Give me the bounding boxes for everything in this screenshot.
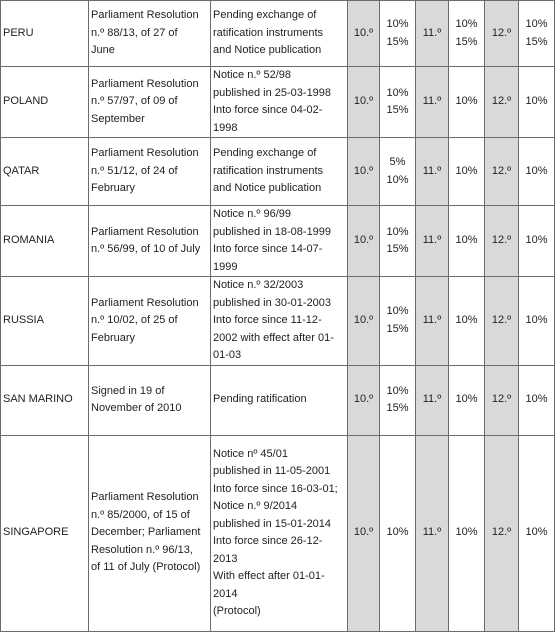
instrument-line: n.º 56/99, of 10 of July [91,243,201,255]
status-line: Pending exchange of [213,9,317,22]
article-12-cell: 12.º [485,365,519,435]
rate-10-cell [380,435,416,631]
rate-line: 10% [386,18,409,30]
status-line: Notice nº 45/01 [213,447,288,460]
table-body [1,1,555,632]
instrument-cell [89,138,211,206]
article-12-cell: 12.º [485,138,519,206]
article-10-cell: 10.º [348,1,380,67]
instrument-cell [89,277,211,366]
status-cell [211,1,348,67]
rate-line: 10% [455,95,478,108]
article-10-cell: 10.º [348,67,380,138]
status-line: Notice n.º 96/99 [213,208,292,220]
instrument-line: n.º 10/02, of 25 of [91,314,178,326]
article-11-cell: 11.º [416,206,449,277]
status-line: Pending ratification [213,393,307,406]
status-line: Into force since 26-12- [213,535,323,547]
rate-12-cell [519,67,555,138]
rate-10-cell [380,365,416,435]
status-line: Pending exchange of [213,147,317,160]
rate-10-cell [380,277,416,366]
rate-12-cell [519,1,555,67]
rate-line: 15% [386,322,409,335]
rate-11-cell [449,1,485,67]
instrument-cell [89,67,211,138]
status-line: published in 11-05-2001 [213,465,331,477]
article-11-cell: 11.º [416,1,449,67]
status-line: With effect after 01-01- [213,570,325,582]
article-11-cell: 11.º [416,365,449,435]
article-10-cell: 10.º [348,277,380,366]
rate-10-cell [380,1,416,67]
country-cell: SAN MARINO [1,365,89,435]
table-row [1,67,555,138]
rate-11-cell [449,206,485,277]
rate-line: 5% [389,156,406,168]
status-line: ratification instruments [213,26,324,39]
rate-12-cell [519,206,555,277]
country-cell: PERU [1,1,89,67]
instrument-line: February [91,331,136,344]
instrument-line: n.º 88/13, of 27 of [91,26,178,39]
status-line: 2002 with effect after 01- [213,331,334,344]
status-line: and Notice publication [213,44,322,57]
instrument-line: n.º 51/12, of 24 of [91,164,178,177]
status-line: Notice n.º 52/98 [213,69,292,81]
rate-12-cell [519,435,555,631]
instrument-cell [89,1,211,67]
status-line: Into force since 16-03-01; [213,482,338,495]
article-12-cell: 12.º [485,277,519,366]
status-line: published in 18-08-1999 [213,225,332,238]
rate-line: 15% [455,35,478,48]
table-row [1,138,555,206]
rate-11-cell [449,277,485,366]
country-cell: POLAND [1,67,89,138]
article-12-cell: 12.º [485,67,519,138]
instrument-cell [89,435,211,631]
instrument-line: of 11 of July (Protocol) [91,561,201,574]
article-12-cell: 12.º [485,1,519,67]
article-11-cell: 11.º [416,435,449,631]
rate-line: 10% [525,164,548,177]
rate-12-cell [519,365,555,435]
instrument-line: Parliament Resolution [91,225,199,238]
country-cell: RUSSIA [1,277,89,366]
instrument-line: Parliament Resolution [91,77,199,90]
rate-line: 10% [455,18,478,30]
status-line: published in 15-01-2014 [213,517,332,530]
rate-line: 10% [525,18,548,30]
article-10-cell: 10.º [348,138,380,206]
status-line: ratification instruments [213,164,324,177]
status-line: Into force since 11-12- [213,314,322,326]
status-cell [211,67,348,138]
rate-line: 15% [386,243,409,255]
rate-line: 10% [386,526,409,539]
rate-line: 10% [525,526,548,539]
article-12-cell: 12.º [485,206,519,277]
rate-line: 10% [386,305,409,318]
rate-line: 10% [386,86,409,99]
rate-line: 10% [525,314,548,326]
rate-line: 10% [525,95,548,108]
status-line: Into force since 14-07- [213,243,323,255]
rate-line: 15% [386,104,409,116]
rate-line: 10% [455,526,478,539]
status-line: Notice n.º 32/2003 [213,279,304,291]
instrument-line: Parliament Resolution [91,491,199,504]
rate-10-cell [380,67,416,138]
status-line: published in 30-01-2003 [213,296,332,309]
table-row [1,365,555,435]
instrument-line: September [91,112,145,125]
article-11-cell: 11.º [416,67,449,138]
status-line: 1998 [213,121,238,134]
instrument-line: June [91,44,115,57]
rate-12-cell [519,138,555,206]
table-row [1,206,555,277]
status-cell [211,206,348,277]
status-line: 2014 [213,587,238,600]
status-line: 01-03 [213,349,242,361]
rate-11-cell [449,67,485,138]
status-line: Into force since 04-02- [213,104,323,116]
article-10-cell: 10.º [348,206,380,277]
instrument-line: Parliament Resolution [91,147,199,160]
status-line: (Protocol) [213,605,261,617]
article-11-cell: 11.º [416,138,449,206]
country-cell: QATAR [1,138,89,206]
instrument-cell [89,365,211,435]
rate-line: 10% [525,393,548,406]
rate-12-cell [519,277,555,366]
instrument-line: Parliament Resolution [91,296,199,309]
rate-line: 15% [386,35,409,48]
status-cell [211,138,348,206]
instrument-line: Parliament Resolution [91,9,199,22]
country-cell: SINGAPORE [1,435,89,631]
rate-10-cell [380,138,416,206]
article-10-cell: 10.º [348,435,380,631]
rate-line: 10% [455,393,478,406]
instrument-line: December; Parliament [91,526,201,539]
instrument-line: Resolution n.º 96/13, [91,543,193,556]
table-row [1,1,555,67]
rate-10-cell [380,206,416,277]
instrument-cell [89,206,211,277]
rate-11-cell [449,138,485,206]
rate-11-cell [449,435,485,631]
status-line: 1999 [213,260,238,273]
instrument-line: November of 2010 [91,402,182,414]
status-line: 2013 [213,552,238,565]
rate-line: 10% [455,314,478,326]
status-cell [211,435,348,631]
country-cell: ROMANIA [1,206,89,277]
status-line: Notice n.º 9/2014 [213,500,298,512]
rate-line: 10% [525,234,548,247]
article-11-cell: 11.º [416,277,449,366]
rate-11-cell [449,365,485,435]
instrument-line: n.º 85/2000, of 15 of [91,508,190,521]
status-line: and Notice publication [213,182,322,195]
rate-line: 10% [455,164,478,177]
rate-line: 10% [386,225,409,238]
rate-line: 10% [386,384,409,397]
rate-line: 10% [386,173,409,186]
status-cell [211,277,348,366]
article-10-cell: 10.º [348,365,380,435]
status-cell [211,365,348,435]
rate-line: 15% [386,402,409,414]
instrument-line: February [91,182,136,195]
table-row [1,435,555,631]
article-12-cell: 12.º [485,435,519,631]
instrument-line: n.º 57/97, of 09 of [91,95,178,108]
status-line: published in 25-03-1998 [213,86,332,99]
instrument-line: Signed in 19 of [91,384,165,397]
table-row [1,277,555,366]
rate-line: 15% [525,35,548,48]
rate-line: 10% [455,234,478,247]
